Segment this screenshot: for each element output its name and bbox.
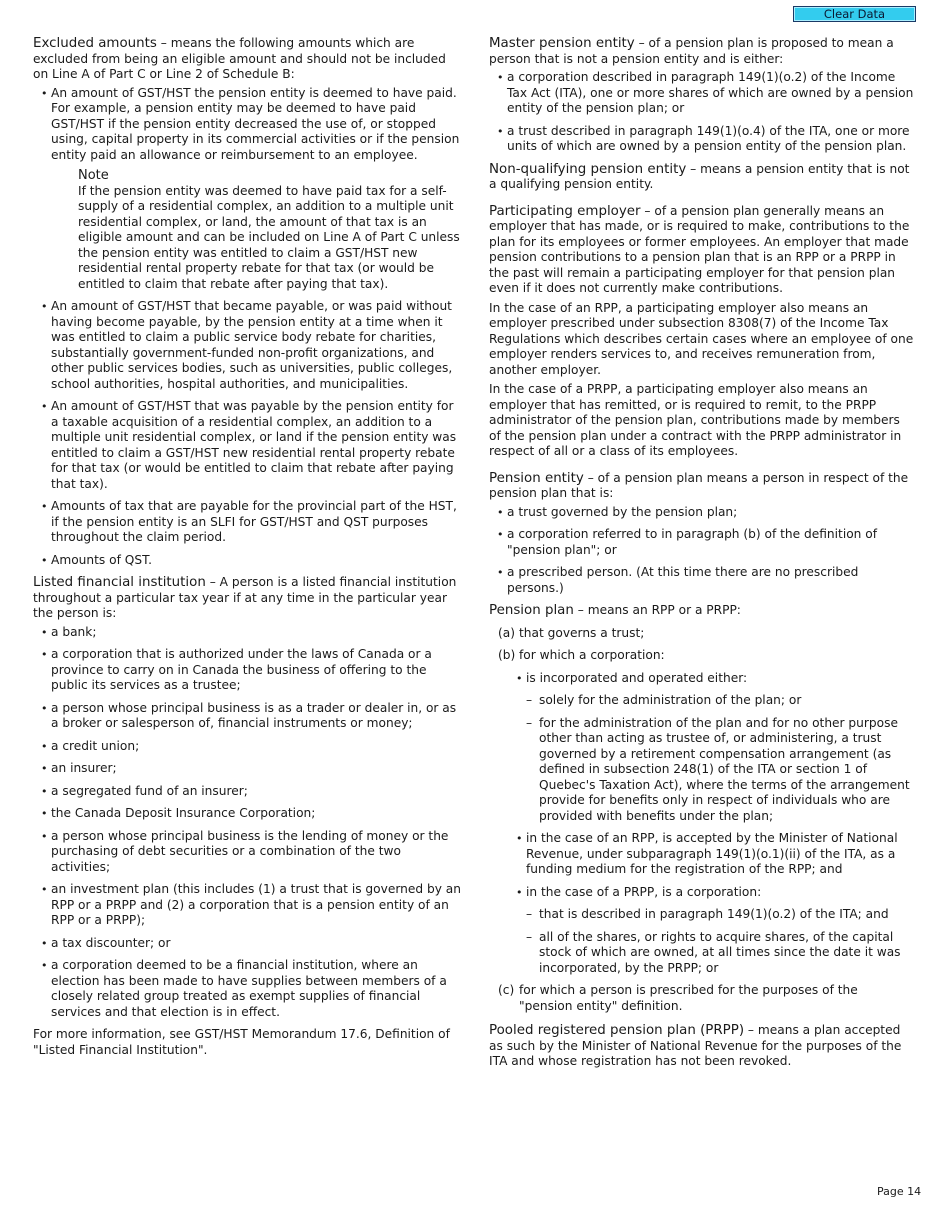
list-item: • in the case of an RPP, is accepted by the Minister of National Revenue, under subparagraph 149(1)(o.1)(ii) of the ITA, as a funding medium for the registration of the RPP; and xyxy=(489,831,914,878)
list-item: (a) that governs a trust; xyxy=(498,625,645,640)
participating-employer-prpp: In the case of a PRPP, a participating employer also means an employer that has remitted, or is required to remit, to the PRPP administrator of the pension plan, contributions made by members of the pension plan under a contract with the PRPP administrator in respect of all or a class of its employees. xyxy=(489,382,902,458)
term-participating-employer: Participating employer xyxy=(489,203,641,219)
list-item: • a trust described in paragraph 149(1)(o.4) of the ITA, one or more units of which are owned by a pension entity of the pension plan. xyxy=(489,124,914,155)
list-item: • the Canada Deposit Insurance Corporation; xyxy=(33,806,463,822)
list-item: • a trust governed by the pension plan; xyxy=(489,505,914,521)
memorandum-reference: For more information, see GST/HST Memorandum 17.6, Definition of "Listed Financial Institution". xyxy=(33,1027,450,1057)
non-qualifying-pension-entity-definition: Non-qualifying pension entity – means a pension entity that is not a qualifying pension entity. xyxy=(489,161,910,191)
pension-plan-list xyxy=(489,626,914,1015)
term-master-pension-entity: Master pension entity xyxy=(489,36,635,51)
listed-financial-institution-definition: Listed financial institution – A person is a listed financial institution throughout a particular tax year if at any time in the particular year the person is: xyxy=(33,575,457,620)
list-item: (c) for which a person is prescribed for the purposes of the "pension entity" definition. xyxy=(498,983,858,1013)
list-item: • a credit union; xyxy=(33,739,463,755)
pooled-registered-pension-plan-definition: Pooled registered pension plan (PRPP) – means a plan accepted as such by the Minister of National Revenue for the purposes of the ITA and whose registration has not been revoked. xyxy=(489,1023,902,1068)
pension-entity-list xyxy=(489,505,914,597)
pension-plan-definition: Pension plan – means an RPP or a PRPP: xyxy=(489,603,741,618)
list-item: • a person whose principal business is as a trader or dealer in, or as a broker or salesperson of, financial instruments or money; xyxy=(33,701,463,732)
excluded-amounts-list xyxy=(33,86,463,569)
list-item: • An amount of GST/HST the pension entity is deemed to have paid. For example, a pension entity may be deemed to have paid GST/HST if the pension entity decreased the use of, or stopped using, capital property in its commercial activities or if the pension entity paid an allowance or reimbursement to an employee. Note If the pension entity was deemed to have paid tax for a self-supply of a residential complex, an addition to a multiple unit residential complex, or land, the amount of that tax is an eligible amount and can be included on Line A of Part C unless the pension entity was entitled to claim a GST/HST new residential rental property rebate for that tax (or would be entitled to claim that rebate after paying that tax). xyxy=(33,86,463,293)
corporation-conditions-list xyxy=(519,671,914,977)
list-item: (b) for which a corporation: • is incorporated and operated either: – solely for the administration of the plan; or – for the administration of the plan and for no other purpose other than acting as trustee of, or administering, a trust governed by a retirement compensation arrangement (as defined in subsection 248(1) of the ITA or section 1 of Quebec's Taxation Act), where the terms of the arrangement provide for benefits only in respect of individuals who are provided with benefits under the plan; • in the case of an RPP, is accepted by the Minister of National Revenue, under subparagraph 149(1)(o.1)(ii) of the ITA, as a funding medium for the registration of the RPP; and • in the case of a PRPP, is a corporation: – that is described in paragraph 149(1)(o.2) of the ITA; and – all of the shares, or rights to acquire shares, of the capital stock of which are owned, at all times since the date it was incorporated, by the PRPP; or xyxy=(489,648,914,976)
list-item: • an investment plan (this includes (1) a trust that is governed by an RPP or a PRPP and (2) a corporation that is a pension entity of an RPP or a PRPP); xyxy=(33,882,463,929)
note-text: If the pension entity was deemed to have paid tax for a self-supply of a residential complex, an addition to a multiple unit residential complex, or land, the amount of that tax is an eligible amount and can be included on Line A of Part C unless the pension entity was entitled to claim a GST/HST new residential rental property rebate for that tax (or would be entitled to claim that rebate after paying that tax). xyxy=(78,183,460,291)
listed-financial-institution-list xyxy=(33,625,463,1021)
list-item: • Amounts of QST. xyxy=(33,553,463,569)
list-item: • a segregated fund of an insurer; xyxy=(33,784,463,800)
term-excluded-amounts: Excluded amounts xyxy=(33,36,157,51)
list-item: • a corporation described in paragraph 149(1)(o.2) of the Income Tax Act (ITA), one or more shares of which are owned by a pension entity of the pension plan; or xyxy=(489,70,914,117)
list-item: • a bank; xyxy=(33,625,463,641)
list-item: • An amount of GST/HST that was payable by the pension entity for a taxable acquisition of a residential complex, an addition to a multiple unit residential complex, or land if the pension entity was entitled to claim a GST/HST new residential rental property rebate for that tax (or would be entitled to claim that rebate after paying that tax). xyxy=(33,399,463,492)
term-pension-entity: Pension entity xyxy=(489,470,584,486)
master-pension-entity-list xyxy=(489,70,914,155)
list-item: – for the administration of the plan and for no other purpose other than acting as trustee of, or administering, a trust governed by a retirement compensation arrangement (as defined in subsection 248(1) of the ITA or section 1 of Quebec's Taxation Act), where the terms of the arrangement provide for benefits only in respect of individuals who are provided with benefits under the plan; xyxy=(526,716,914,825)
clear-data-button[interactable]: Clear Data xyxy=(793,6,916,22)
list-item: – that is described in paragraph 149(1)(o.2) of the ITA; and xyxy=(526,907,914,923)
list-item: • a prescribed person. (At this time there are no prescribed persons.) xyxy=(489,565,914,596)
list-item: • a corporation referred to in paragraph (b) of the definition of "pension plan"; or xyxy=(489,527,914,558)
term-pooled-registered-pension-plan: Pooled registered pension plan (PRPP) xyxy=(489,1023,745,1038)
term-pension-plan: Pension plan xyxy=(489,603,574,618)
list-item: • a corporation that is authorized under the laws of Canada or a province to carry on in Canada the business of offering to the public its services as a trustee; xyxy=(33,647,463,694)
list-item: – solely for the administration of the plan; or xyxy=(526,693,914,709)
list-item: • a corporation deemed to be a financial institution, where an election has been made to have supplies between members of a closely related group treated as exempt supplies of financial services and that election is in effect. xyxy=(33,958,463,1020)
list-item: – all of the shares, or rights to acquire shares, of the capital stock of which are owned, at all times since the date it was incorporated, by the PRPP; or xyxy=(526,930,914,977)
list-item: • an insurer; xyxy=(33,761,463,777)
participating-employer-definition: Participating employer – of a pension plan generally means an employer that has made, or is required to make, contributions to the plan for its employees or former employees. An employer that made pension contributions to a pension plan that is an RPP or a PRPP in the past will remain a participating employer for that pension plan even if it does not currently make contributions. xyxy=(489,203,910,295)
list-item: • in the case of a PRPP, is a corporation: – that is described in paragraph 149(1)(o.2) of the ITA; and – all of the shares, or rights to acquire shares, of the capital stock of which are owned, at all times since the date it was incorporated, by the PRPP; or xyxy=(489,885,914,977)
note-box xyxy=(78,168,463,292)
page-number: Page 14 xyxy=(877,1185,922,1198)
participating-employer-rpp: In the case of an RPP, a participating employer also means an employer prescribed under subsection 8308(7) of the Income Tax Regulations which describes certain cases where an employee of one employer renders services to, and receives remuneration from, another employer. xyxy=(489,300,914,377)
term-non-qualifying-pension-entity: Non-qualifying pension entity xyxy=(489,161,687,177)
left-column xyxy=(33,36,463,1058)
master-pension-entity-definition: Master pension entity – of a pension plan is proposed to mean a person that is not a pension entity and is either: xyxy=(489,36,894,66)
excluded-amounts-definition: Excluded amounts – means the following amounts which are excluded from being an eligible amount and should not be included on Line A of Part C or Line 2 of Schedule B: xyxy=(33,36,446,81)
note-heading: Note xyxy=(78,168,109,183)
list-item: • is incorporated and operated either: – solely for the administration of the plan; or – for the administration of the plan and for no other purpose other than acting as trustee of, or administering, a trust governed by a retirement compensation arrangement (as defined in subsection 248(1) of the ITA or section 1 of Quebec's Taxation Act), where the terms of the arrangement provide for benefits only in respect of individuals who are provided with benefits under the plan; xyxy=(489,671,914,825)
dash-list xyxy=(526,693,914,824)
list-item: • An amount of GST/HST that became payable, or was paid without having become payable, by the pension entity at a time when it was entitled to claim a public service body rebate for charities, substantially government-funded non-profit organizations, and other public services bodies, such as universities, public colleges, school authorities, hospital authorities, and municipalities. xyxy=(33,299,463,392)
list-item: • Amounts of tax that are payable for the provincial part of the HST, if the pension entity is an SLFI for GST/HST and QST purposes throughout the claim period. xyxy=(33,499,463,546)
dash-list xyxy=(526,907,914,976)
term-listed-financial-institution: Listed financial institution xyxy=(33,575,206,590)
list-item: • a person whose principal business is the lending of money or the purchasing of debt securities or a combination of the two activities; xyxy=(33,829,463,876)
list-item: • a tax discounter; or xyxy=(33,936,463,952)
pension-entity-definition: Pension entity – of a pension plan means a person in respect of the pension plan that is: xyxy=(489,470,909,500)
right-column xyxy=(489,36,914,1073)
